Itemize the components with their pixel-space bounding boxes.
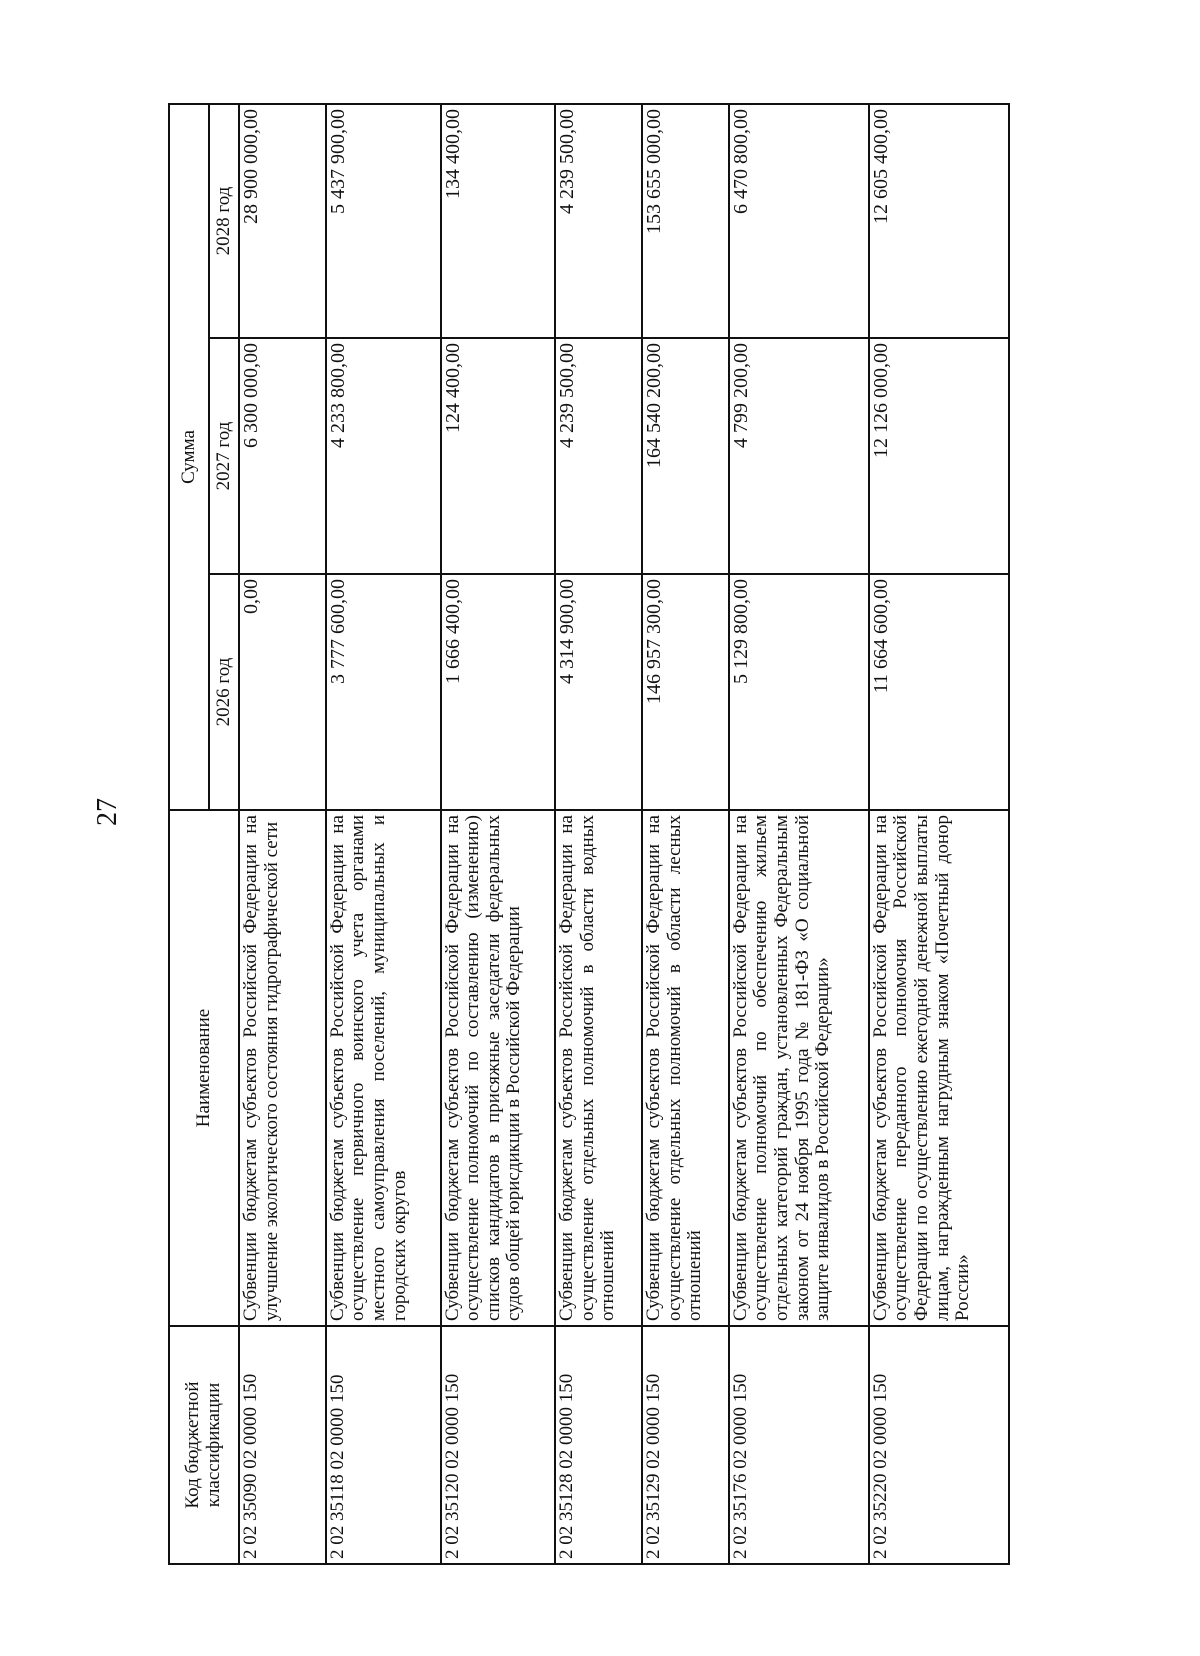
row-sum-2026: 146 957 300,00 [642, 574, 729, 810]
table-row [729, 104, 869, 1564]
row-sum-2027: 4 239 500,00 [555, 338, 642, 574]
row-sum-2028: 134 400,00 [441, 104, 556, 338]
row-name: Субвенции бюджетам субъектов Российской Федерации на осуществление отдельных полномочий в области лесных отношений [642, 810, 729, 1326]
row-sum-2027: 6 300 000,00 [239, 338, 326, 574]
row-name: Субвенции бюджетам субъектов Российской Федерации на улучшение экологического состояния гидрографической сети [239, 810, 326, 1326]
row-code: 2 02 35118 02 0000 150 [326, 1326, 441, 1564]
row-name: Субвенции бюджетам субъектов Российской Федерации на осуществление полномочий по обеспечению жильем отдельных категорий граждан, установленных Федеральным законом от 24 ноября 1995 года № 181-ФЗ «О социальной защите инвалидов в Российской Федерации» [729, 810, 869, 1326]
header-name: Наименование [169, 810, 239, 1326]
row-name: Субвенции бюджетам субъектов Российской Федерации на осуществление первичного воинского учета органами местного самоуправления поселений, муниципальных и городских округов [326, 810, 441, 1326]
row-sum-2027: 164 540 200,00 [642, 338, 729, 574]
budget-table [168, 103, 1010, 1565]
row-sum-2028: 6 470 800,00 [729, 104, 869, 338]
table-row [441, 104, 556, 1564]
row-sum-2026: 5 129 800,00 [729, 574, 869, 810]
table-row [642, 104, 729, 1564]
table-row [326, 104, 441, 1564]
row-code: 2 02 35176 02 0000 150 [729, 1326, 869, 1564]
row-sum-2027: 4 233 800,00 [326, 338, 441, 574]
row-sum-2028: 5 437 900,00 [326, 104, 441, 338]
row-sum-2026: 11 664 600,00 [869, 574, 1009, 810]
table-row [239, 104, 326, 1564]
header-year-2028: 2028 год [209, 104, 239, 338]
row-name: Субвенции бюджетам субъектов Российской Федерации на осуществление полномочий по составлению (изменению) списков кандидатов в присяжные заседатели федеральных судов общей юрисдикции в Российской Федерации [441, 810, 556, 1326]
table-row [869, 104, 1009, 1564]
row-sum-2028: 153 655 000,00 [642, 104, 729, 338]
header-year-2026: 2026 год [209, 574, 239, 810]
row-sum-2027: 12 126 000,00 [869, 338, 1009, 574]
row-code: 2 02 35120 02 0000 150 [441, 1326, 556, 1564]
row-code: 2 02 35128 02 0000 150 [555, 1326, 642, 1564]
row-sum-2027: 4 799 200,00 [729, 338, 869, 574]
row-sum-2026: 3 777 600,00 [326, 574, 441, 810]
row-code: 2 02 35129 02 0000 150 [642, 1326, 729, 1564]
row-sum-2026: 1 666 400,00 [441, 574, 556, 810]
row-sum-2028: 4 239 500,00 [555, 104, 642, 338]
header-year-2027: 2027 год [209, 338, 239, 574]
header-sum: Сумма [169, 104, 209, 810]
row-code: 2 02 35090 02 0000 150 [239, 1326, 326, 1564]
page-number: 27 [92, 798, 123, 826]
row-sum-2026: 0,00 [239, 574, 326, 810]
row-sum-2028: 28 900 000,00 [239, 104, 326, 338]
table-row [555, 104, 642, 1564]
row-sum-2026: 4 314 900,00 [555, 574, 642, 810]
row-name: Субвенции бюджетам субъектов Российской Федерации на осуществление отдельных полномочий в области водных отношений [555, 810, 642, 1326]
row-sum-2027: 124 400,00 [441, 338, 556, 574]
rotated-table-container [168, 105, 1010, 1565]
header-code: Код бюджетной классификации [169, 1326, 239, 1564]
row-sum-2028: 12 605 400,00 [869, 104, 1009, 338]
row-code: 2 02 35220 02 0000 150 [869, 1326, 1009, 1564]
row-name: Субвенции бюджетам субъектов Российской Федерации на осуществление переданного полномочия Российской Федерации по осуществлению ежегодной денежной выплаты лицам, награжденным нагрудным знаком «Почетный донор России» [869, 810, 1009, 1326]
